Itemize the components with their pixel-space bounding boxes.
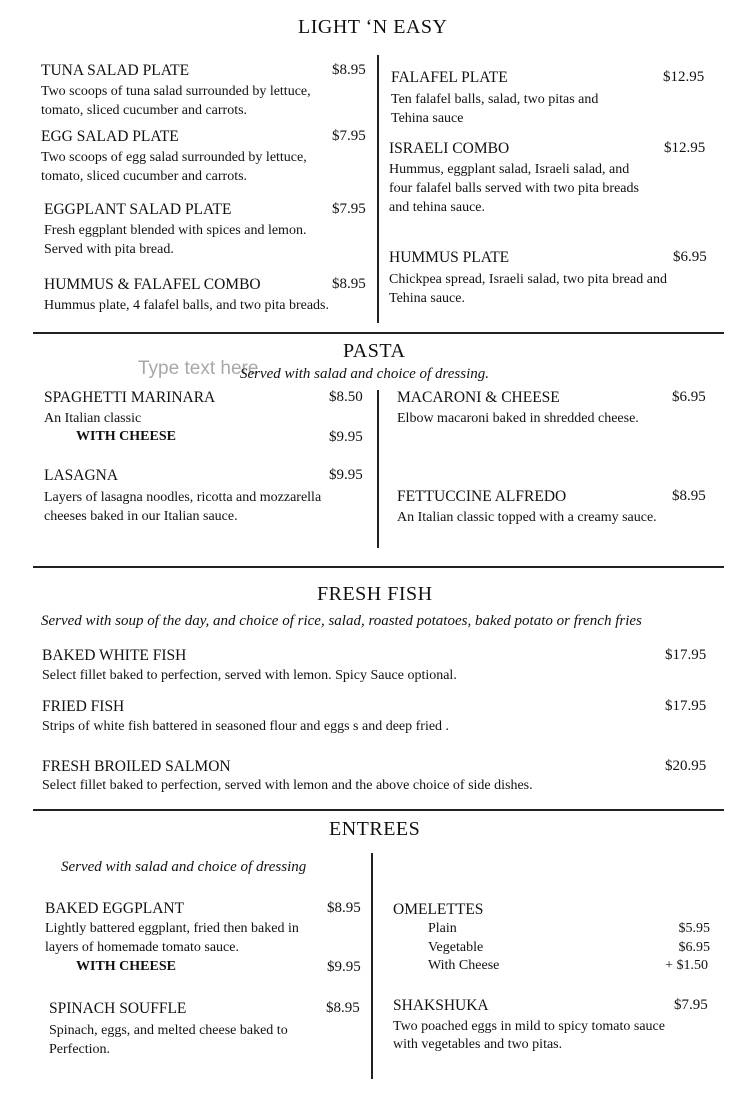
item-name: OMELETTES <box>393 901 484 918</box>
item-desc: and tehina sauce. <box>389 200 486 215</box>
item-name: TUNA SALAD PLATE <box>41 62 190 79</box>
item-price: $17.95 <box>665 698 707 714</box>
section-title-fish: FRESH FISH <box>317 583 433 605</box>
item-price: $8.95 <box>332 276 366 292</box>
item-desc: Two scoops of tuna salad surrounded by lettuce, <box>41 84 311 99</box>
item-desc: Elbow macaroni baked in shredded cheese. <box>397 411 639 426</box>
item-price: $12.95 <box>663 69 705 85</box>
item-price: $7.95 <box>332 128 366 144</box>
item-name: FRESH BROILED SALMON <box>42 758 231 775</box>
item-desc: Hummus plate, 4 falafel balls, and two pita breads. <box>44 298 329 313</box>
item-desc: Served with pita bread. <box>44 242 174 257</box>
item-price: $8.95 <box>326 1000 360 1016</box>
item-desc: Tehina sauce. <box>389 291 465 306</box>
item-price: $9.95 <box>329 467 363 483</box>
item-option: WITH CHEESE <box>76 959 176 974</box>
item-desc: Perfection. <box>49 1042 111 1057</box>
item-name: LASAGNA <box>44 467 119 484</box>
section-divider <box>33 332 724 334</box>
item-desc: layers of homemade tomato sauce. <box>45 940 239 955</box>
item-option-price: $9.95 <box>327 959 361 975</box>
section-note: Served with salad and choice of dressing. <box>240 366 489 382</box>
item-desc: tomato, sliced cucumber and carrots. <box>41 169 248 184</box>
item-price: $8.50 <box>329 389 363 405</box>
item-price: $20.95 <box>665 758 707 774</box>
item-desc: tomato, sliced cucumber and carrots. <box>41 103 248 118</box>
section-note: Served with salad and choice of dressing <box>61 859 307 875</box>
item-name: EGGPLANT SALAD PLATE <box>44 201 232 218</box>
section-title-entrees: ENTREES <box>329 818 421 840</box>
item-desc: Tehina sauce <box>391 111 464 126</box>
item-desc: Ten falafel balls, salad, two pitas and <box>391 92 599 107</box>
item-name: MACARONI & CHEESE <box>397 389 560 406</box>
item-price: $8.95 <box>672 488 706 504</box>
column-divider <box>377 55 379 323</box>
item-desc: Two scoops of egg salad surrounded by lettuce, <box>41 150 307 165</box>
item-name: EGG SALAD PLATE <box>41 128 179 145</box>
item-desc: Fresh eggplant blended with spices and lemon. <box>44 223 307 238</box>
item-name: BAKED WHITE FISH <box>42 647 187 664</box>
item-desc: An Italian classic <box>44 411 142 426</box>
item-option: WITH CHEESE <box>76 429 176 444</box>
section-divider <box>33 809 724 811</box>
item-desc: four falafel balls served with two pita breads <box>389 181 639 196</box>
item-price: $7.95 <box>332 201 366 217</box>
omelette-price: + $1.50 <box>665 958 708 973</box>
item-desc: Layers of lasagna noodles, ricotta and mozzarella <box>44 490 322 505</box>
item-desc: Chickpea spread, Israeli salad, two pita bread and <box>389 272 667 287</box>
item-desc: Select fillet baked to perfection, served with lemon. Spicy Sauce optional. <box>42 668 457 683</box>
item-option-price: $9.95 <box>329 429 363 445</box>
item-desc: Select fillet baked to perfection, served with lemon and the above choice of side dishes. <box>42 778 533 793</box>
item-name: SPINACH SOUFFLE <box>49 1000 187 1017</box>
item-price: $12.95 <box>664 140 706 156</box>
item-name: SHAKSHUKA <box>393 997 489 1014</box>
item-desc: cheeses baked in our Italian sauce. <box>44 509 238 524</box>
item-price: $6.95 <box>673 249 707 265</box>
omelette-price: $6.95 <box>678 940 710 955</box>
omelette-option: With Cheese <box>428 958 500 973</box>
text-placeholder[interactable]: Type text here <box>138 358 259 379</box>
section-title-light: LIGHT ‘N EASY <box>298 16 448 38</box>
omelette-option: Plain <box>428 921 457 936</box>
item-name: FRIED FISH <box>42 698 125 715</box>
item-name: FETTUCCINE ALFREDO <box>397 488 567 505</box>
item-desc: Strips of white fish battered in seasoned flour and eggs s and deep fried . <box>42 719 450 734</box>
item-name: SPAGHETTI MARINARA <box>44 389 216 406</box>
item-name: HUMMUS & FALAFEL COMBO <box>44 276 261 293</box>
item-price: $17.95 <box>665 647 707 663</box>
item-price: $8.95 <box>327 900 361 916</box>
column-divider <box>371 853 373 1079</box>
column-divider <box>377 390 379 548</box>
item-price: $7.95 <box>674 997 708 1013</box>
omelette-option: Vegetable <box>428 940 484 955</box>
section-divider <box>33 566 724 568</box>
item-desc: Spinach, eggs, and melted cheese baked to <box>49 1023 288 1038</box>
item-name: HUMMUS PLATE <box>389 249 510 266</box>
item-desc: Hummus, eggplant salad, Israeli salad, and <box>389 162 630 177</box>
section-note: Served with soup of the day, and choice of rice, salad, roasted potatoes, baked potato or french fries <box>41 613 642 629</box>
item-desc: Two poached eggs in mild to spicy tomato sauce <box>393 1019 665 1034</box>
item-name: ISRAELI COMBO <box>389 140 510 157</box>
item-desc: Lightly battered eggplant, fried then baked in <box>45 921 299 936</box>
item-desc: An Italian classic topped with a creamy sauce. <box>397 510 657 525</box>
item-name: FALAFEL PLATE <box>391 69 508 86</box>
omelette-price: $5.95 <box>678 921 710 936</box>
section-title-pasta: PASTA <box>343 340 406 362</box>
item-price: $8.95 <box>332 62 366 78</box>
item-price: $6.95 <box>672 389 706 405</box>
item-name: BAKED EGGPLANT <box>45 900 185 917</box>
item-desc: with vegetables and two pitas. <box>393 1037 563 1052</box>
